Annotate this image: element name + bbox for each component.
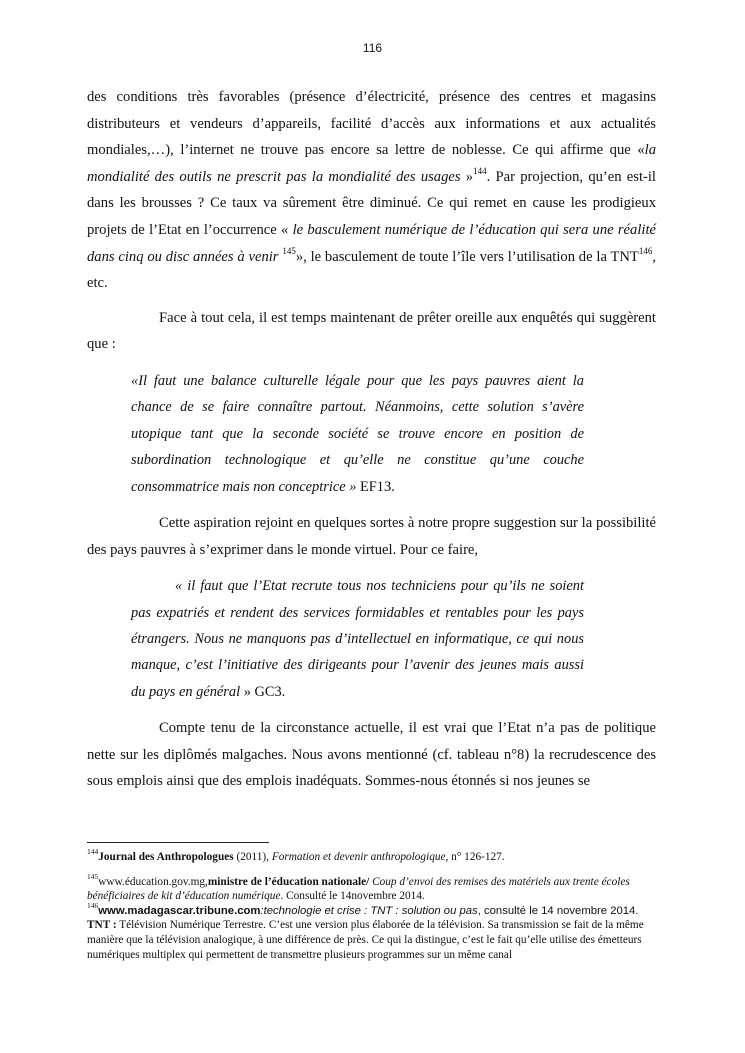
footnote-144-title: Formation et devenir anthropologique (271, 851, 446, 863)
paragraph-3: Cette aspiration rejoint en quelques sortes à notre propre suggestion sur la possibilité des pays pauvres à s’exprimer dans le monde virtuel. Pour ce faire, (87, 514, 656, 558)
footnote-tnt-term: TNT : (87, 919, 117, 932)
footnote-145-title: Coup d’envoi des remises des matériels aux trente écoles bénéficiaires de kit d’éducation numérique (87, 875, 630, 903)
footnote-146-number: 146 (87, 901, 99, 911)
quote-gc3-text: « il faut que l’Etat recrute tous nos techniciens pour qu’ils ne soient pas expatriés et rendent des services formidables et rentables pour les pays étrangers. Nous ne manquons pas d’intellectuel en informatique, ce qui nous manque, c’est l’initiative des dirigeants pour l’avenir des jeunes mais aussi du pays en général (131, 578, 584, 700)
quote-gc3 (131, 573, 584, 705)
footnote-ref-146[interactable]: 146 (638, 245, 653, 256)
footnote-146-title: :technologie et crise : TNT : solution ou pas (260, 904, 478, 917)
footnote-ref-145[interactable]: 145 (282, 245, 296, 256)
footnote-145-ministry: ministre de l’éducation nationale/ (207, 875, 370, 888)
p1-text-4: », le basculement de toute l’île vers l’utilisation de la TNT (295, 248, 639, 265)
p1-italic-1: la mondialité des outils ne prescrit pas la mondialité des usages (87, 142, 656, 185)
p1-text-5: , etc. (87, 248, 656, 292)
p1-italic-2: le basculement numérique de l’éducation qui sera une réalité dans cinq ou disc années à venir (87, 221, 656, 265)
paragraph-2: Face à tout cela, il est temps maintenant de prêter oreille aux enquêtés qui suggèrent que : (87, 309, 656, 353)
quote-ef13 (131, 368, 584, 500)
footnote-145-consulted: . Consulté le 14novembre 2014. (280, 890, 425, 903)
quote-gc3-source: GC3. (254, 683, 286, 700)
footnotes (87, 847, 656, 962)
footnote-144-number: 144 (87, 847, 99, 857)
quote-ef13-source: EF13. (356, 478, 395, 495)
footnote-146-url[interactable]: www.madagascar.tribune.com (98, 904, 261, 917)
footnote-144-year: (2011), (233, 851, 272, 863)
quote-ef13-text: «Il faut une balance culturelle légale pour que les pays pauvres aient la chance de se faire connaître partout. Néanmoins, cette solution s’avère utopique tant que la seconde société se trouve encore en position de subordination technologique et qu’elle ne constitue qu’une couche consommatrice mais non conceptrice » (131, 372, 584, 495)
body-text (87, 84, 656, 795)
footnote-145 (87, 871, 656, 904)
footnote-144-issue: , n° 126-127. (445, 851, 505, 863)
footnote-145-number: 145 (87, 871, 99, 881)
footnote-145-url[interactable]: www.éducation.gov.mg, (98, 875, 208, 888)
p1-text-2: » (460, 168, 474, 185)
page-number: 116 (362, 41, 383, 55)
footnote-tnt-definition: Télévision Numérique Terrestre. C’est une version plus élaborée de la télévision. Sa transmission se fait de la même manière que la télévision analogique, à une différence de près. Ce qui la distingue, c’est le fait qu’elle utilise des émetteurs numériques multiplex qui permettent de transmettre plusieurs programmes sur un même canal (87, 919, 644, 961)
footnote-separator (87, 842, 269, 843)
p1-text-3: . Par projection, qu’en est-il dans les brousses ? Ce taux va sûrement être diminué. Ce qui remet en cause les prodigieux projets de l’Etat en l’occurrence « (87, 168, 656, 238)
paragraph-1 (87, 84, 656, 297)
footnote-ref-144[interactable]: 144 (473, 165, 487, 176)
footnote-146-consulted: , consulté le 14 novembre 2014. (477, 904, 639, 917)
quote-gc3-close: » (240, 683, 255, 700)
paragraph-4: Compte tenu de la circonstance actuelle, il est vrai que l’Etat n’a pas de politique nette sur les diplômés malgaches. Nous avons mentionné (cf. tableau n°8) la recrudescence des sous emplois ainsi que des emplois inadéquats. Sommes-nous étonnés si nos jeunes se (87, 720, 656, 790)
footnote-144 (87, 847, 656, 865)
p1-text-1: des conditions très favorables (présence d’électricité, présence des centres et magasins distributeurs et vendeurs d’appareils, facilité d’accès aux informations et aux actualités mondiales,…), l’internet ne trouve pas encore sa lettre de noblesse. Ce qui affirme que « (87, 89, 656, 159)
footnote-144-journal: Journal des Anthropologues (98, 851, 234, 863)
footnote-146 (87, 901, 656, 919)
footnote-tnt (87, 918, 656, 962)
